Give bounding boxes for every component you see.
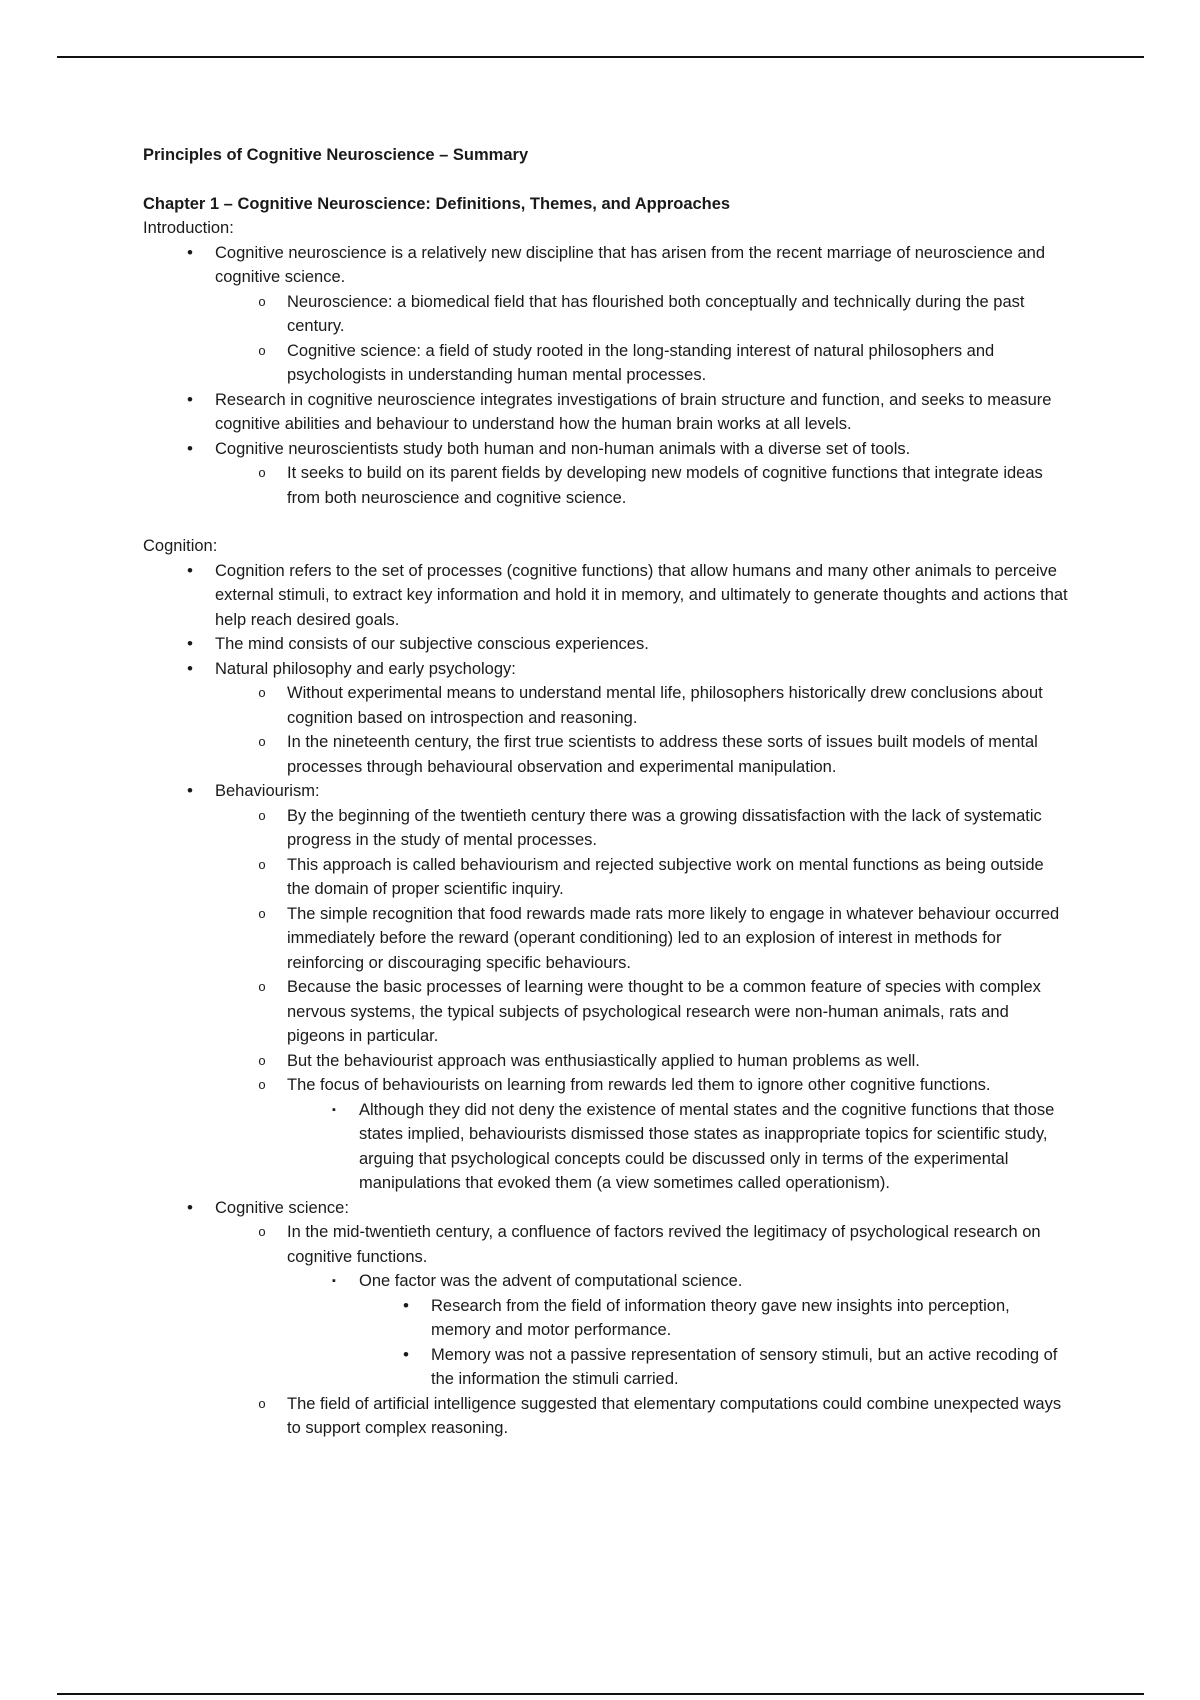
circle-bullet-icon: o <box>258 1224 266 1239</box>
list-item <box>143 290 1068 339</box>
list-item <box>143 339 1068 388</box>
list-item-text: The mind consists of our subjective conscious experiences. <box>215 635 649 653</box>
list-item <box>143 804 1068 1196</box>
list-item-text: The field of artificial intelligence suggested that elementary computations could combine unexpected ways to support complex reasoning. <box>287 1394 1062 1437</box>
list-item-text: Because the basic processes of learning were thought to be a common feature of species with complex nervous systems, the typical subjects of psychological research were non-human animals, rats and pigeons in particular. <box>287 978 1041 1045</box>
list-item-text: Cognitive science: <box>215 1198 349 1217</box>
list-item <box>143 290 1068 388</box>
list-item <box>143 1073 1068 1098</box>
circle-bullet-icon: o <box>258 734 266 749</box>
circle-bullet-icon: o <box>258 685 266 700</box>
list-item <box>143 730 1068 779</box>
list-item-text: By the beginning of the twentieth century there was a growing dissatisfaction with the lack of systematic progress in the study of mental processes. <box>287 806 1042 849</box>
list-item-text: In the mid-twentieth century, a confluence of factors revived the legitimacy of psychological research on cognitive functions. <box>287 1223 1041 1266</box>
circle-bullet-icon: o <box>258 293 266 309</box>
circle-bullet-icon: o <box>258 856 266 872</box>
list-item-text: This approach is called behaviourism and rejected subjective work on mental functions as being outside the domain of proper scientific inquiry. <box>287 855 1044 898</box>
list-item <box>143 461 1068 510</box>
list-item <box>143 437 1068 462</box>
list-item-text: Cognitive neuroscience is a relatively new discipline that has arisen from the recent marriage of neuroscience and cognitive science. <box>215 243 1046 286</box>
list-item <box>143 804 1068 853</box>
list-item <box>143 1098 1068 1196</box>
intro-heading: Introduction: <box>143 219 234 237</box>
bullet-icon: • <box>187 560 193 580</box>
bullet-icon: • <box>403 1295 409 1315</box>
circle-bullet-icon: o <box>258 342 266 358</box>
bullet-icon: • <box>187 242 193 262</box>
list-item <box>143 241 1068 290</box>
list-item-text: Memory was not a passive representation of sensory stimuli, but an active recoding of the information the stimuli carried. <box>431 1345 1058 1388</box>
list-item <box>143 1294 1068 1392</box>
document-title: Principles of Cognitive Neuroscience – Summary <box>143 146 529 164</box>
list-item <box>143 1392 1068 1441</box>
bullet-icon: • <box>187 438 193 458</box>
list-item-text: Research from the field of information theory gave new insights into perception, memory and motor performance. <box>431 1296 1010 1339</box>
square-bullet-icon: ▪ <box>332 1275 336 1287</box>
list-item <box>143 1098 1068 1196</box>
list-item <box>143 1269 1068 1294</box>
list-item <box>143 461 1068 510</box>
bullet-icon: • <box>187 658 193 678</box>
list-item <box>143 975 1068 1049</box>
chapter-title: Chapter 1 – Cognitive Neuroscience: Definitions, Themes, and Approaches <box>143 194 731 213</box>
bullet-icon: • <box>187 634 193 653</box>
list-item <box>143 632 1068 657</box>
list-item-text: The simple recognition that food rewards made rats more likely to engage in whatever behaviour occurred immediately before the reward (operant conditioning) led to an explosion of interest in methods for reinforcing or discouraging specific behaviours. <box>287 904 1060 972</box>
list-item-text: Behaviourism: <box>215 782 320 800</box>
list-item <box>143 681 1068 730</box>
list-item <box>143 1294 1068 1343</box>
list-item <box>143 853 1068 902</box>
circle-bullet-icon: o <box>258 807 266 823</box>
bullet-icon: • <box>403 1344 409 1364</box>
list-item-text: Natural philosophy and early psychology: <box>215 659 516 678</box>
list-item <box>143 681 1068 779</box>
circle-bullet-icon: o <box>258 979 266 994</box>
list-item <box>143 1196 1068 1221</box>
bullet-icon: • <box>187 1197 193 1217</box>
header-rule <box>57 56 1144 58</box>
list-item <box>143 1049 1068 1074</box>
document-body <box>143 143 1068 1441</box>
list-item-text: Without experimental means to understand mental life, philosophers historically drew conclusions about cognition based on introspection and reasoning. <box>287 684 1043 727</box>
footer-rule <box>57 1693 1144 1695</box>
cognition-heading: Cognition: <box>143 537 218 555</box>
circle-bullet-icon: o <box>258 1395 266 1411</box>
circle-bullet-icon: o <box>258 1077 266 1092</box>
list-item-text: Cognitive science: a field of study rooted in the long-standing interest of natural philosophers and psychologists in understanding human mental processes. <box>287 341 995 384</box>
intro-list <box>143 241 1068 511</box>
list-item-text: The focus of behaviourists on learning from rewards led them to ignore other cognitive functions. <box>287 1076 991 1094</box>
list-item <box>143 1269 1068 1392</box>
list-item-text: It seeks to build on its parent fields by developing new models of cognitive functions that integrate ideas from both neuroscience and cognitive science. <box>287 464 1043 507</box>
square-bullet-icon: ▪ <box>332 1103 336 1116</box>
list-item <box>143 1343 1068 1392</box>
list-item <box>143 1220 1068 1441</box>
circle-bullet-icon: o <box>258 905 266 921</box>
circle-bullet-icon: o <box>258 465 266 480</box>
list-item-text: Although they did not deny the existence of mental states and the cognitive functions that those states implied, behaviourists dismissed those states as inappropriate topics for scientific study, arguing that psychological concepts could be discussed only in terms of the experimental manipulations that evoked them (a view sometimes called operationism). <box>359 1100 1055 1192</box>
list-item-text: Cognitive neuroscientists study both human and non-human animals with a diverse set of tools. <box>215 439 911 458</box>
list-item <box>143 1220 1068 1269</box>
list-item <box>143 388 1068 437</box>
list-item <box>143 779 1068 804</box>
list-item-text: Research in cognitive neuroscience integrates investigations of brain structure and function, and seeks to measure cognitive abilities and behaviour to understand how the human brain works at all levels. <box>215 390 1052 433</box>
bullet-icon: • <box>187 781 193 800</box>
list-item-text: But the behaviourist approach was enthusiastically applied to human problems as well. <box>287 1051 920 1070</box>
list-item <box>143 902 1068 976</box>
list-item-text: Neuroscience: a biomedical field that has flourished both conceptually and technically during the past century. <box>287 292 1025 335</box>
list-item-text: Cognition refers to the set of processes (cognitive functions) that allow humans and many other animals to perceive external stimuli, to extract key information and hold it in memory, and ultimately to generate thoughts and actions that help reach desired goals. <box>215 561 1068 629</box>
list-item-text: One factor was the advent of computational science. <box>359 1272 743 1290</box>
cognition-list <box>143 559 1068 1441</box>
list-item-text: In the nineteenth century, the first true scientists to address these sorts of issues built models of mental processes through behavioural observation and experimental manipulation. <box>287 733 1038 776</box>
bullet-icon: • <box>187 389 193 409</box>
list-item <box>143 559 1068 633</box>
list-item <box>143 657 1068 682</box>
circle-bullet-icon: o <box>258 1052 266 1068</box>
